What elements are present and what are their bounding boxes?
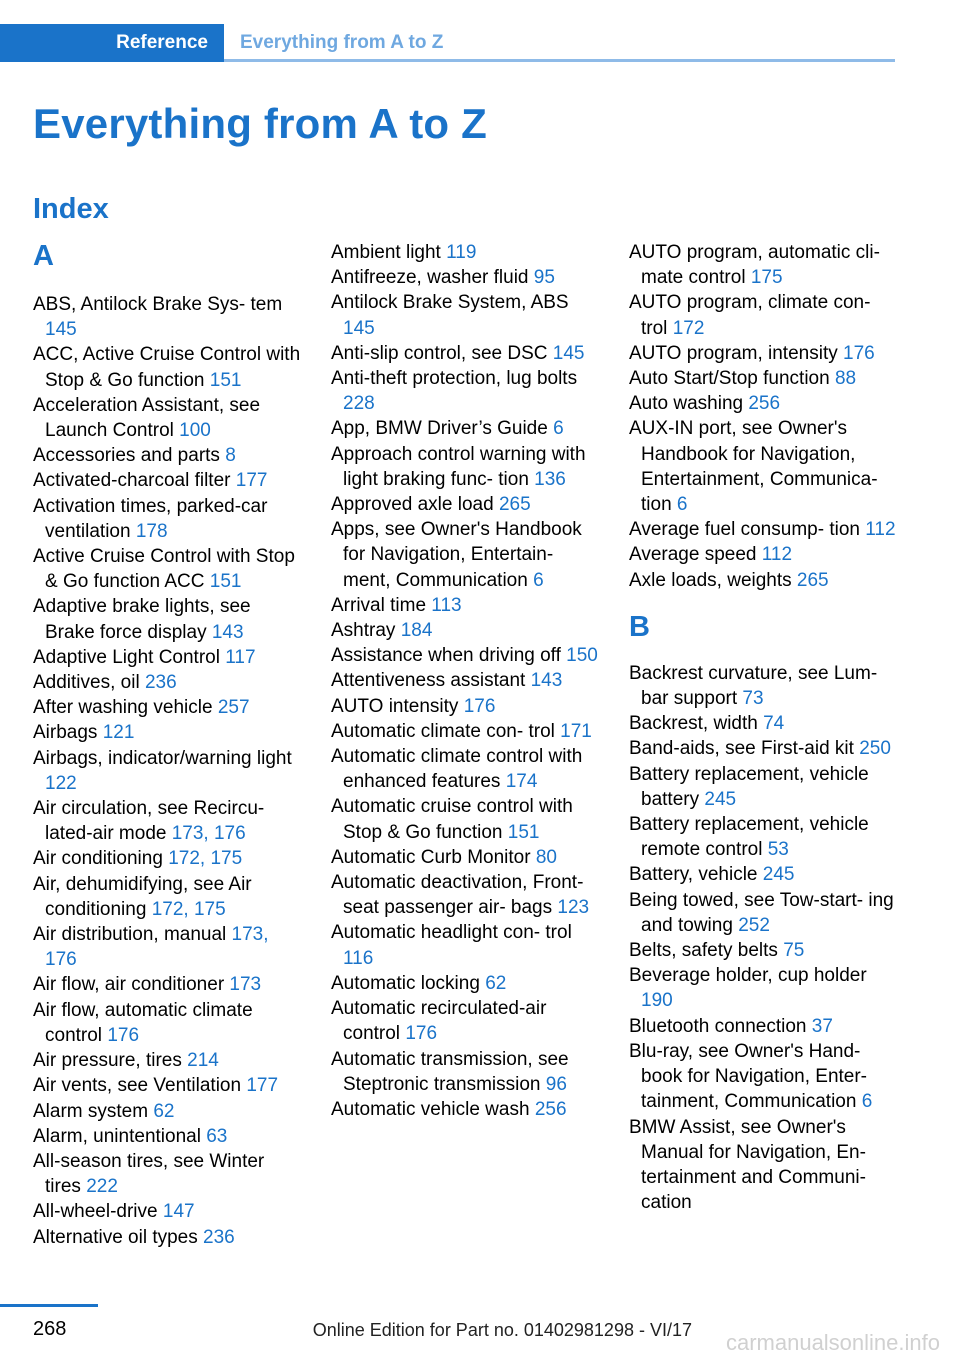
index-entry — [33, 1073, 301, 1098]
page-reference-link[interactable]: 265 — [498, 494, 531, 516]
entry-term: Battery replacement, vehicle remote control — [629, 814, 869, 861]
page-reference-link[interactable]: 256 — [748, 393, 781, 415]
entry-term: Antilock Brake System, ABS — [331, 292, 569, 314]
index-entry — [33, 1225, 301, 1250]
page-reference-link[interactable]: 6 — [676, 494, 688, 516]
entry-term: Automatic Curb Monitor — [331, 846, 536, 868]
page-reference-link[interactable]: 222 — [86, 1176, 118, 1198]
page-reference-link[interactable]: 112 — [865, 519, 896, 541]
index-entry — [33, 1124, 301, 1149]
entry-term: Alarm system — [33, 1100, 154, 1122]
page-reference-link[interactable]: 151 — [209, 369, 242, 391]
entry-term: Adaptive Light Control — [33, 646, 226, 668]
page-reference-link[interactable]: 175 — [750, 267, 783, 289]
entry-term: Battery replacement, vehicle battery — [629, 763, 869, 810]
index-entry — [33, 494, 301, 544]
index-entry — [331, 845, 599, 870]
entry-term: Air distribution, manual — [33, 924, 232, 946]
page-reference-link[interactable]: 174 — [505, 771, 538, 793]
entry-list — [629, 661, 899, 1215]
index-entry — [33, 872, 301, 922]
index-entry — [33, 544, 301, 594]
index-entry — [331, 694, 599, 719]
page-reference-link[interactable]: 145 — [552, 342, 585, 364]
entry-term: Activated-charcoal filter — [33, 470, 236, 492]
index-entry — [629, 1115, 899, 1216]
entry-term: Automatic deactivation, Front-seat passenger air- bags — [331, 872, 584, 919]
letter-heading-a: A — [33, 240, 54, 272]
page-reference-link[interactable]: 63 — [206, 1125, 228, 1147]
entry-term: Beverage holder, cup holder — [629, 965, 867, 987]
index-entry — [629, 240, 899, 290]
page-reference-link[interactable]: 88 — [834, 368, 857, 390]
page-reference-link[interactable]: 143 — [530, 670, 563, 692]
page-reference-link[interactable]: 151 — [209, 571, 242, 593]
page-reference-link[interactable]: 190 — [641, 990, 673, 1012]
index-entry — [331, 517, 599, 593]
index-entry — [629, 812, 899, 862]
entry-term: Apps, see Owner's Handbook for Navigation, Entertain- ment, Communication — [331, 519, 582, 591]
page-reference-link[interactable]: 37 — [811, 1015, 833, 1037]
page-reference-link[interactable]: 6 — [861, 1091, 873, 1113]
entry-term: Axle loads, weights — [629, 569, 797, 591]
entry-term: Backrest, width — [629, 713, 764, 735]
index-entry — [33, 292, 301, 342]
entry-term: Automatic climate control with enhanced features — [331, 746, 583, 793]
page-reference-link[interactable]: 122 — [45, 772, 77, 794]
index-entry — [33, 746, 301, 796]
entry-term: Active Cruise Control with Stop & Go function ACC — [33, 546, 295, 593]
index-entry — [331, 416, 599, 441]
page-reference-link[interactable]: 257 — [217, 697, 250, 719]
entry-term: AUTO program, automatic cli- mate control — [629, 242, 880, 289]
page-reference-link[interactable]: 75 — [783, 940, 805, 962]
section-tab-label: Reference — [116, 32, 208, 53]
index-entry — [331, 290, 599, 340]
index-entry — [331, 1047, 599, 1097]
entry-term: AUTO program, intensity — [629, 342, 844, 364]
page-reference-link[interactable]: 8 — [225, 445, 236, 467]
page-reference-link[interactable]: 176 — [405, 1023, 438, 1045]
page-reference-link[interactable]: 151 — [507, 821, 540, 843]
entry-term: Alternative oil types — [33, 1226, 204, 1248]
entry-term: Ambient light — [331, 242, 447, 263]
index-column-3 — [629, 240, 899, 1215]
page-reference-link[interactable]: 173, 176 — [45, 924, 269, 971]
page-number: 268 — [33, 1318, 67, 1340]
index-entry — [331, 492, 599, 517]
index-entry — [33, 720, 301, 745]
page-reference-link[interactable]: 112 — [761, 544, 793, 566]
page-reference-link[interactable]: 172, 175 — [151, 898, 226, 920]
index-entry — [33, 972, 301, 997]
entry-term: Attentiveness assistant — [331, 670, 531, 692]
entry-term: Air flow, air conditioner — [33, 974, 230, 996]
index-entry — [629, 1039, 899, 1115]
index-entry — [33, 670, 301, 695]
index-entry — [33, 468, 301, 493]
page-reference-link[interactable]: 176 — [843, 342, 875, 364]
index-entry — [331, 366, 599, 416]
page-reference-link[interactable]: 252 — [738, 914, 770, 936]
index-entry — [629, 661, 899, 711]
entry-term: Bluetooth connection — [629, 1015, 812, 1037]
page-reference-link[interactable]: 250 — [859, 738, 891, 760]
entry-term: Automatic recirculated-air control — [331, 998, 547, 1045]
entry-term: Approved axle load — [331, 494, 499, 516]
page-reference-link[interactable]: 121 — [102, 722, 135, 744]
index-column-1 — [33, 240, 301, 1250]
page-reference-link[interactable]: 172, 175 — [168, 848, 243, 870]
index-entry — [629, 290, 899, 340]
index-entry — [629, 366, 899, 391]
page-reference-link[interactable]: 53 — [767, 839, 789, 861]
entry-term: Automatic transmission, see Steptronic transmission — [331, 1048, 569, 1095]
index-entry — [629, 391, 899, 416]
index-entry — [331, 920, 599, 970]
page-reference-link[interactable]: 214 — [187, 1050, 219, 1072]
index-entry — [629, 762, 899, 812]
index-entry — [629, 711, 899, 736]
index-entry — [33, 1149, 301, 1199]
entry-term: Automatic cruise control with Stop & Go function — [331, 796, 573, 843]
index-entry — [33, 1048, 301, 1073]
index-entry — [331, 643, 599, 668]
entry-term: Belts, safety belts — [629, 940, 784, 962]
entry-term: Air flow, automatic climate control — [33, 999, 253, 1046]
page-reference-link[interactable]: 136 — [534, 468, 566, 490]
index-entry — [33, 645, 301, 670]
entry-term: Air, dehumidifying, see Air conditioning — [33, 873, 252, 920]
page-reference-link[interactable]: 176 — [463, 695, 496, 717]
header-divider — [224, 59, 895, 62]
entry-term: Approach control warning with light braking func- tion — [331, 443, 586, 490]
index-entry — [331, 996, 599, 1046]
entry-term: All-season tires, see Winter tires — [33, 1150, 265, 1198]
header-bar — [0, 24, 895, 62]
entry-term: AUX-IN port, see Owner's Handbook for Navigation, Entertainment, Communica- tion — [629, 418, 878, 516]
index-entry — [33, 796, 301, 846]
page-reference-link[interactable]: 178 — [135, 520, 168, 542]
entry-term: Assistance when driving off — [331, 645, 567, 667]
index-entry — [33, 443, 301, 468]
entry-term: App, BMW Driver’s Guide — [331, 418, 554, 440]
entry-term: Battery, vehicle — [629, 864, 763, 886]
entry-term: Band-aids, see First-aid kit — [629, 738, 860, 760]
page-reference-link[interactable]: 245 — [762, 864, 795, 886]
page-reference-link[interactable]: 145 — [343, 317, 375, 339]
page-title: Everything from A to Z — [33, 100, 487, 147]
index-entry — [33, 922, 301, 972]
entry-term: Automatic headlight con- trol — [331, 922, 572, 944]
page-reference-link[interactable]: 236 — [144, 672, 177, 694]
page-reference-link[interactable]: 228 — [343, 393, 375, 415]
page-reference-link[interactable]: 265 — [796, 569, 829, 591]
entry-term: Arrival time — [331, 594, 432, 616]
page-reference-link[interactable]: 74 — [763, 713, 785, 735]
page-reference-link[interactable]: 80 — [535, 846, 557, 868]
index-entry — [331, 719, 599, 744]
edition-note: Online Edition for Part no. 01402981298 - VI/17 — [312, 1320, 692, 1340]
index-entry — [629, 938, 899, 963]
index-entry — [629, 963, 899, 1013]
page-reference-link[interactable]: 177 — [246, 1075, 279, 1097]
entry-term: Anti-theft protection, lug bolts — [331, 368, 578, 390]
index-entry — [33, 342, 301, 392]
entry-term: Being towed, see Tow-start- ing and towing — [629, 889, 894, 936]
entry-list — [331, 240, 599, 1122]
entry-list — [629, 240, 899, 593]
index-entry — [629, 341, 899, 366]
spacer — [33, 272, 301, 292]
index-entry — [33, 594, 301, 644]
index-entry — [629, 542, 899, 567]
page-reference-link[interactable]: 62 — [153, 1100, 175, 1122]
index-entry — [331, 794, 599, 844]
entry-term: Auto washing — [629, 393, 749, 415]
index-entry — [629, 862, 899, 887]
index-entry — [331, 971, 599, 996]
page-reference-link[interactable]: 145 — [45, 319, 77, 341]
entry-term: Additives, oil — [33, 672, 145, 694]
spacer — [629, 593, 899, 611]
index-entry — [331, 341, 599, 366]
page-reference-link[interactable]: 96 — [545, 1073, 567, 1095]
index-entry — [331, 265, 599, 290]
index-entry — [331, 442, 599, 492]
page-reference-link[interactable]: 6 — [533, 569, 544, 591]
index-entry — [33, 1099, 301, 1124]
index-entry — [629, 736, 899, 761]
index-heading: Index — [33, 193, 109, 225]
index-entry — [331, 668, 599, 693]
spacer — [629, 643, 899, 661]
entry-term: AUTO intensity — [331, 695, 464, 717]
index-entry — [33, 393, 301, 443]
entry-term: Backrest curvature, see Lum- bar support — [629, 662, 878, 710]
index-entry — [629, 517, 899, 542]
entry-term: Anti-slip control, see DSC — [331, 342, 553, 364]
index-entry — [33, 1199, 301, 1224]
entry-term: Activation times, parked-car ventilation — [33, 495, 268, 542]
entry-term: Alarm, unintentional — [33, 1125, 207, 1147]
index-entry — [629, 416, 899, 517]
index-entry — [33, 846, 301, 871]
index-entry — [331, 593, 599, 618]
page-reference-link[interactable]: 123 — [557, 897, 590, 919]
entry-term: Airbags, indicator/warning light — [33, 747, 292, 769]
page-reference-link[interactable]: 150 — [566, 645, 598, 667]
entry-term: BMW Assist, see Owner's Manual for Navigation, En- tertainment and Communi- cation — [629, 1116, 866, 1214]
index-entry — [33, 998, 301, 1048]
page-reference-link[interactable]: 173 — [229, 974, 262, 996]
entry-term: Ashtray — [331, 620, 401, 642]
page-reference-link[interactable]: 173, 176 — [171, 823, 246, 845]
page-reference-link[interactable]: 147 — [162, 1201, 195, 1223]
entry-term: Air vents, see Ventilation — [33, 1075, 247, 1097]
entry-term: Auto Start/Stop function — [629, 368, 835, 390]
entry-term: ABS, Antilock Brake Sys- tem — [33, 294, 283, 315]
entry-term: Air conditioning — [33, 848, 169, 870]
index-entry — [331, 744, 599, 794]
page-reference-link[interactable]: 172 — [672, 317, 705, 339]
page-reference-link[interactable]: 236 — [203, 1226, 235, 1248]
entry-term: Adaptive brake lights, see Brake force display — [33, 596, 251, 643]
index-column-2 — [331, 240, 599, 1122]
index-entry — [629, 888, 899, 938]
page-reference-link[interactable]: 177 — [235, 470, 268, 492]
watermark: carmanualsonline.info — [725, 1330, 940, 1355]
footer-divider — [0, 1304, 98, 1307]
entry-term: Average fuel consump- tion — [629, 519, 866, 541]
entry-list — [33, 292, 301, 1250]
index-entry — [33, 695, 301, 720]
page-reference-link[interactable]: 6 — [553, 418, 564, 440]
page-reference-link[interactable]: 100 — [179, 420, 211, 442]
entry-term: Average speed — [629, 544, 762, 566]
entry-term: Antifreeze, washer fluid — [331, 267, 534, 289]
entry-term: AUTO program, climate con- trol — [629, 292, 871, 339]
index-entry — [331, 240, 599, 265]
page-reference-link[interactable]: 143 — [211, 621, 244, 643]
entry-term: Automatic vehicle wash — [331, 1098, 535, 1120]
page-reference-link[interactable]: 176 — [107, 1024, 140, 1046]
page-reference-link[interactable]: 95 — [533, 267, 555, 289]
page-reference-link[interactable]: 171 — [560, 720, 592, 742]
entry-term: All-wheel-drive — [33, 1201, 163, 1223]
page-reference-link[interactable]: 116 — [343, 947, 374, 969]
entry-term: Automatic climate con- trol — [331, 720, 561, 742]
page-reference-link[interactable]: 119 — [446, 242, 477, 263]
page-reference-link[interactable]: 245 — [704, 788, 737, 810]
page-reference-link[interactable]: 62 — [485, 972, 507, 994]
current-section-tab[interactable] — [240, 24, 443, 62]
entry-term: ACC, Active Cruise Control with Stop & Go function — [33, 344, 301, 391]
section-tab[interactable] — [0, 24, 224, 62]
page-reference-link[interactable]: 73 — [742, 688, 764, 710]
index-entry — [629, 1014, 899, 1039]
index-entry — [331, 870, 599, 920]
entry-term: Automatic locking — [331, 972, 486, 994]
entry-term: Air circulation, see Recircu- lated-air mode — [33, 798, 265, 845]
index-entry — [331, 1097, 599, 1122]
entry-term: Air pressure, tires — [33, 1050, 188, 1072]
page-reference-link[interactable]: 117 — [225, 646, 256, 668]
index-entry — [331, 618, 599, 643]
entry-term: Blu-ray, see Owner's Hand- book for Navigation, Enter- tainment, Communication — [629, 1040, 868, 1113]
page-reference-link[interactable]: 113 — [431, 594, 462, 616]
letter-heading-b: B — [629, 610, 650, 643]
entry-term: Airbags — [33, 722, 103, 744]
current-section-label: Everything from A to Z — [240, 32, 444, 53]
page-reference-link[interactable]: 184 — [400, 620, 433, 642]
entry-term: Accessories and parts — [33, 445, 226, 467]
entry-term: After washing vehicle — [33, 697, 218, 719]
index-entry — [629, 568, 899, 593]
page-reference-link[interactable]: 256 — [534, 1098, 567, 1120]
entry-term: Acceleration Assistant, see Launch Control — [33, 394, 261, 442]
